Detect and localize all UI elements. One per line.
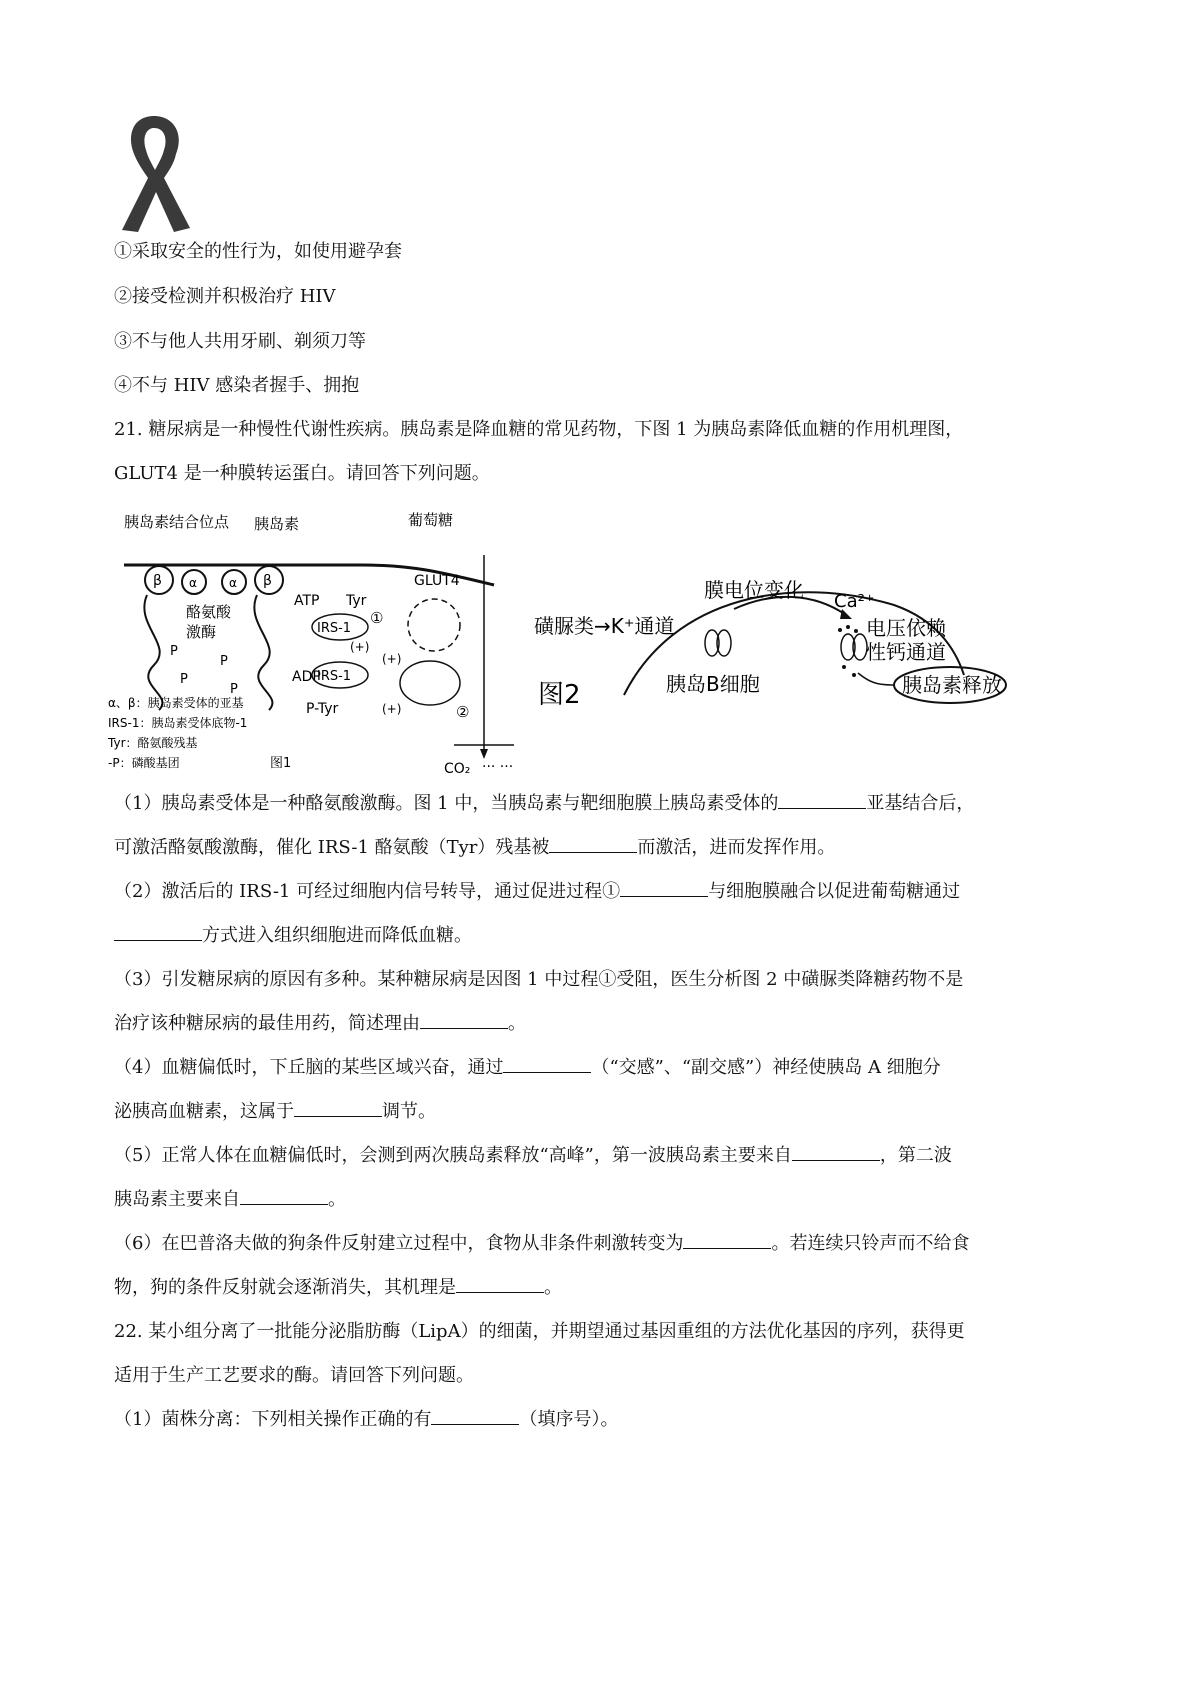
part-3-line1: （3）引发糖尿病的原因有多种。某种糖尿病是因图 1 中过程①受阻，医生分析图 2 中磺脲类降糖药物不是	[114, 969, 964, 990]
label-atp: ATP	[294, 593, 320, 609]
label-p-3: P	[220, 654, 228, 669]
label-voltage-channel-1: 电压依赖	[866, 616, 946, 640]
question-21-line2: GLUT4 是一种膜转运蛋白。请回答下列问题。	[114, 463, 490, 484]
legend-alpha-beta: α、β：胰岛素受体的亚基	[108, 696, 244, 710]
question-22-line1: 22. 某小组分离了一批能分泌脂肪酶（LipA）的细菌，并期望通过基因重组的方法优化基因的序列，获得更	[114, 1321, 965, 1342]
part-2-line1: （2）激活后的 IRS-1 可经过细胞内信号转导，通过促进过程① 与细胞膜融合以促进葡萄糖通过	[114, 881, 961, 902]
answer-blank[interactable]	[114, 924, 202, 941]
answer-blank[interactable]	[420, 1012, 508, 1029]
question-22-line3: （1）菌株分离：下列相关操作正确的有 （填序号）。	[114, 1409, 619, 1430]
answer-blank[interactable]	[240, 1188, 328, 1205]
part-4-line2: 泌胰高血糖素，这属于 调节。	[114, 1101, 436, 1122]
question-22-line2: 适用于生产工艺要求的酶。请回答下列问题。	[114, 1365, 474, 1386]
figure-1	[107, 511, 514, 777]
label-sulfonylurea: 磺脲类→K⁺通道	[534, 614, 675, 638]
legend-irs1: IRS-1：胰岛素受体底物-1	[108, 716, 248, 730]
label-tyr: Tyr	[346, 593, 367, 609]
part-1-line2: 可激活酪氨酸激酶，催化 IRS-1 酪氨酸（Tyr）残基被 而激活，进而发挥作用。	[114, 837, 836, 858]
label-beta-cell: 胰岛B细胞	[666, 672, 760, 696]
label-p-2: P	[180, 672, 188, 687]
answer-blank[interactable]	[778, 792, 866, 809]
label-process-1: ①	[370, 609, 384, 627]
label-plus-2: (+)	[382, 652, 402, 666]
answer-blank[interactable]	[792, 1144, 880, 1161]
label-irs1-top: IRS-1	[317, 621, 352, 636]
label-kinase: 激酶	[186, 623, 217, 641]
figure-1-caption: 图1	[270, 756, 292, 771]
figure-2	[534, 578, 1006, 710]
label-beta-left: β	[153, 573, 162, 589]
label-co2: CO₂	[444, 761, 471, 777]
label-membrane-potential: 膜电位变化	[704, 578, 804, 602]
part-2-line2: 方式进入组织细胞进而降低血糖。	[114, 924, 472, 948]
label-tyrosine: 酪氨酸	[186, 603, 232, 621]
option-1: ①采取安全的性行为，如使用避孕套	[114, 241, 402, 262]
label-ptyr: P-Tyr	[306, 701, 339, 717]
label-p-1: P	[170, 644, 178, 659]
legend-phosphate: -P：磷酸基团	[108, 756, 180, 770]
label-glut4: GLUT4	[414, 573, 460, 589]
label-dots: ··· ···	[482, 759, 514, 775]
option-4: ④不与 HIV 感染者握手、拥抱	[114, 375, 360, 396]
label-plus-1: (+)	[350, 640, 370, 654]
label-irs1-bottom: IRS-1	[317, 669, 352, 684]
label-voltage-channel-2: 性钙通道	[866, 640, 946, 664]
label-plus-3: (+)	[382, 702, 402, 716]
answer-blank[interactable]	[456, 1276, 544, 1293]
label-alpha-right: α	[229, 576, 237, 590]
label-adp: ADP	[292, 669, 321, 685]
label-alpha-left: α	[189, 576, 197, 590]
question-21-line1: 21. 糖尿病是一种慢性代谢性疾病。胰岛素是降血糖的常见药物，下图 1 为胰岛素降低血糖的作用机理图，	[114, 419, 964, 440]
label-process-2: ②	[456, 703, 470, 721]
part-4-line1: （4）血糖偏低时，下丘脑的某些区域兴奋，通过 （“交感”、“副交感”）神经使胰岛 A 细胞分	[114, 1057, 941, 1078]
label-insulin-release: 胰岛素释放	[902, 673, 1002, 697]
part-6-line2: 物，狗的条件反射就会逐渐消失，其机理是 。	[114, 1277, 562, 1298]
part-5-line1: （5）正常人体在血糖偏低时，会测到两次胰岛素释放“高峰”，第一波胰岛素主要来自 ，第二波	[114, 1145, 952, 1166]
option-3: ③不与他人共用牙刷、剃须刀等	[114, 331, 366, 352]
part-3-line2: 治疗该种糖尿病的最佳用药，简述理由 。	[114, 1013, 526, 1034]
answer-blank[interactable]	[431, 1408, 519, 1425]
answer-blank[interactable]	[503, 1056, 591, 1073]
label-binding-site: 胰岛素结合位点	[124, 513, 230, 531]
red-ribbon-icon	[112, 112, 196, 234]
figure-2-caption: 图2	[538, 680, 581, 710]
answer-blank[interactable]	[549, 836, 637, 853]
answer-blank[interactable]	[620, 880, 708, 897]
label-p-4: P	[230, 682, 238, 697]
option-2: ②接受检测并积极治疗 HIV	[114, 286, 336, 307]
part-6-line1: （6）在巴普洛夫做的狗条件反射建立过程中，食物从非条件刺激转变为 。若连续只铃声而不给食	[114, 1233, 970, 1254]
label-calcium: Ca²⁺	[834, 591, 875, 612]
answer-blank[interactable]	[683, 1232, 771, 1249]
label-insulin: 胰岛素	[254, 515, 300, 533]
label-glucose: 葡萄糖	[408, 511, 454, 529]
legend-tyr: Tyr：酪氨酸残基	[108, 736, 198, 750]
part-1-line1: （1）胰岛素受体是一种酪氨酸激酶。图 1 中，当胰岛素与靶细胞膜上胰岛素受体的 亚基结合后，	[114, 793, 975, 814]
label-beta-right: β	[263, 573, 272, 589]
answer-blank[interactable]	[294, 1100, 382, 1117]
part-5-line2: 胰岛素主要来自 。	[114, 1189, 346, 1210]
